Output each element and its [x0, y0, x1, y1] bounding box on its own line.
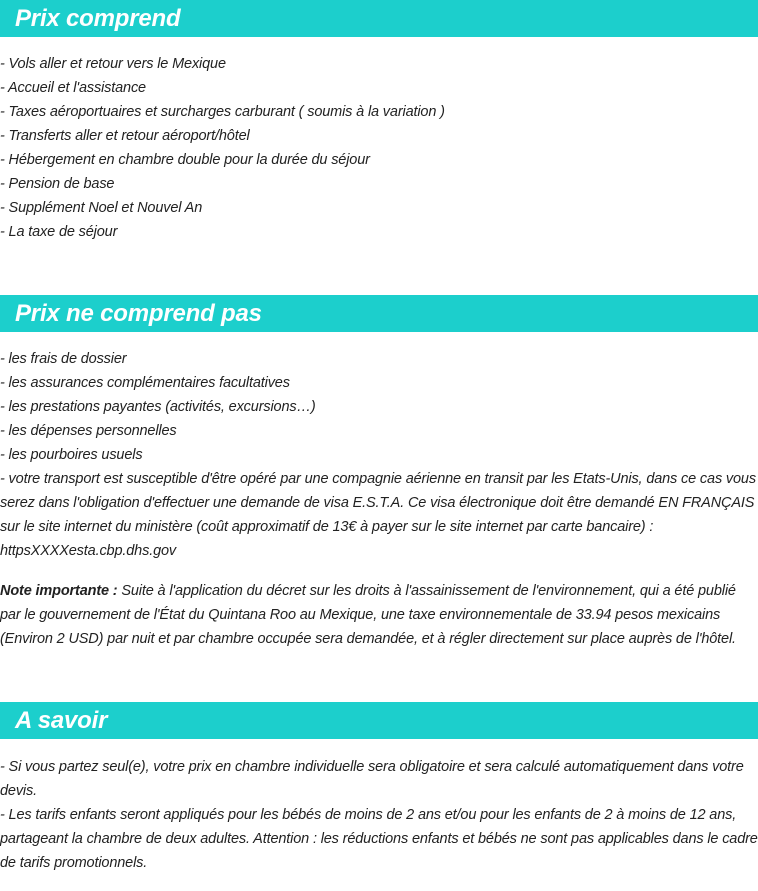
important-note [0, 579, 758, 651]
section-header-not-included [0, 295, 758, 332]
included-list [0, 52, 758, 244]
list-item: - Pension de base [0, 176, 115, 192]
list-item: - Les tarifs enfants seront appliqués pour les bébés de moins de 2 ans et/ou pour les enfants de 2 à moins de 12 ans, partageant la chambre de deux adultes. Attention : les réductions enfants et bébés ne sont pas applicables dans le cadre de tarifs promotionnels. [0, 807, 758, 871]
list-item: - La taxe de séjour [0, 224, 118, 240]
section-title-not-included: Prix ne comprend pas [15, 299, 262, 327]
list-item: - Vols aller et retour vers le Mexique [0, 56, 226, 72]
list-item: - Taxes aéroportuaires et surcharges carburant ( soumis à la variation ) [0, 104, 445, 120]
important-note-text: Suite à l'application du décret sur les droits à l'assainissement de l'environnement, qui a été publié par le gouvernement de l'État du Quintana Roo au Mexique, une taxe environnementale de 33.94 pesos mexicains (Environ 2 USD) par nuit et par chambre occupée sera demandée, et à régler directement sur place auprès de l'hôtel. [0, 583, 736, 647]
important-note-label: Note importante : [0, 583, 118, 599]
list-item: - les assurances complémentaires facultatives [0, 375, 290, 391]
section-header-know [0, 702, 758, 739]
list-item: - les dépenses personnelles [0, 423, 177, 439]
list-item: - Hébergement en chambre double pour la durée du séjour [0, 152, 370, 168]
list-item: - les prestations payantes (activités, excursions…) [0, 399, 316, 415]
list-item: - Transferts aller et retour aéroport/hôtel [0, 128, 250, 144]
list-item-visa: - votre transport est susceptible d'être opéré par une compagnie aérienne en transit par les Etats-Unis, dans ce cas vous serez dans l'obligation d'effectuer une demande de visa E.S.T.A. Ce visa électronique doit être demandé EN FRANÇAIS sur le site internet du ministère (coût approximatif de 13€ à payer sur le site internet par carte bancaire) : httpsXXXXesta.cbp.dhs.gov [0, 471, 756, 559]
list-item: - Si vous partez seul(e), votre prix en chambre individuelle sera obligatoire et sera calculé automatiquement dans votre devis. [0, 759, 744, 799]
list-item: - les frais de dossier [0, 351, 127, 367]
list-item: - Accueil et l'assistance [0, 80, 146, 96]
list-item: - Supplément Noel et Nouvel An [0, 200, 203, 216]
know-list [0, 755, 758, 875]
list-item: - les pourboires usuels [0, 447, 143, 463]
not-included-list [0, 347, 758, 651]
section-title-included: Prix comprend [15, 4, 181, 32]
section-title-know: A savoir [15, 706, 108, 734]
section-header-included [0, 0, 758, 37]
